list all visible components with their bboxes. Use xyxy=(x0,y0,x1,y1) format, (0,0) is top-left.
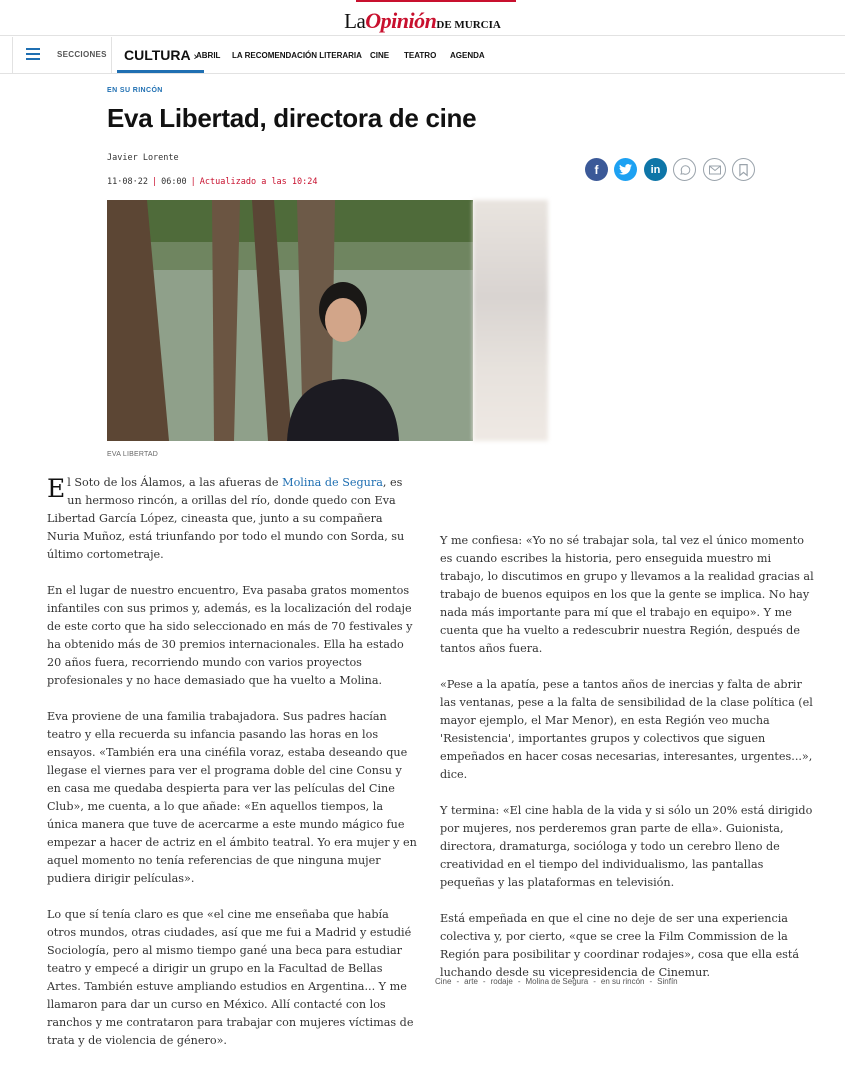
tag-separator: - xyxy=(482,977,486,986)
tag-separator: - xyxy=(649,977,653,986)
article-dateline xyxy=(107,177,318,187)
article-author[interactable]: Javier Lorente xyxy=(107,153,179,163)
linkedin-icon[interactable]: in xyxy=(644,158,667,181)
whatsapp-icon[interactable] xyxy=(673,158,696,181)
site-header xyxy=(0,0,845,36)
paragraph: En el lugar de nuestro encuentro, Eva pasaba gratos momentos infantiles con sus primos y, además, es la localización del rodaje de este corto que ha sido seleccionado en más de 70 festivales y ha obtenido más de 30 premios internacionales. Ella ha estado 20 años fuera, recorriendo mundo con varios proyectos profesionales y no hace demasiado que ha vuelto a Molina. xyxy=(47,584,413,687)
paragraph: Lo que sí tenía claro es que «el cine me enseñaba que había otros mundos, otras ciudades, así que me fui a Madrid y estudié Sociología, pero al mismo tiempo gané una beca para estudiar teatro y empecé a dirigir un grupo en la Facultad de Bellas Artes. También estuve ampliando estudios en Argentina... Y me llamaron para dar un curso en México. Allí contacté con los ranchos y me contrataron para trabajar con mujeres víctimas de trata y de violencia de género». xyxy=(47,908,414,1047)
article-kicker[interactable]: EN SU RINCÓN xyxy=(107,87,163,94)
molina-de-segura-link[interactable]: Molina de Segura xyxy=(282,476,383,489)
hamburger-icon[interactable] xyxy=(26,48,40,60)
logo-opinion: Opinión xyxy=(365,8,437,33)
paragraph-text: l Soto de los Álamos, a las afueras de xyxy=(67,476,283,489)
tag-link[interactable]: arte xyxy=(464,977,478,986)
paragraph: Y termina: «El cine habla de la vida y si sólo un 20% está dirigido por mujeres, nos perderemos gran parte de ella». Guionista, directora, dramaturga, socióloga y todo un cerebro lleno de creatividad en el tiempo del individualismo, las pantallas pequeñas y las plataformas en televisión. xyxy=(440,804,813,889)
article-tags xyxy=(435,977,678,986)
tag-link[interactable]: Molina de Segura xyxy=(525,977,589,986)
drop-cap: E xyxy=(47,474,66,503)
nav-link-agenda[interactable]: AGENDA xyxy=(450,51,485,60)
nav-link-recomendacion-literaria[interactable]: LA RECOMENDACIÓN LITERARIA xyxy=(232,51,362,60)
chevron-right-icon: › xyxy=(193,51,198,63)
tag-link[interactable]: en su rincón xyxy=(600,977,645,986)
paragraph: Y me confiesa: «Yo no sé trabajar sola, tal vez el único momento es cuando escribes la historia, pero enseguida muestro mi trabajo, lo discutimos en grupo y llevamos a la realidad gracias al trabajo de buenos equipos en los que la gente se implica. No hay nada más importante para mí que el trabajo en equipo». Y me cuenta que ha vuelto a redescubrir nuestra Región, después de tantos años fuera. xyxy=(440,534,814,655)
paragraph: Eva proviene de una familia trabajadora. Sus padres hacían teatro y ella recuerda su infancia pasando las horas en los ensayos. «También era una cinéfila voraz, estaba deseando que llegase el viernes para ver el programa doble del cine Consu y en casa me quedaba despierta para ver las películas del Cine Club», me cuenta, a lo que añade: «En aquellos tiempos, la única manera que tuve de acercarme a este mundo mágico fue empezar a hacer de actriz en el ámbito teatral. Yo era mujer y en aquel momento no tenía referencias de que ninguna mujer pudiera dirigir películas». xyxy=(47,710,417,885)
tag-link[interactable]: Sinfín xyxy=(657,977,678,986)
nav-link-abril[interactable]: ABRIL xyxy=(196,51,221,60)
updated-time: Actualizado a las 10:24 xyxy=(199,177,318,187)
current-section-tab[interactable] xyxy=(117,37,204,73)
paragraph: Está empeñada en que el cine no deje de ser una experiencia colectiva y, por cierto, «que se cree la Film Commission de la Región para posibilitar y coordinar rodajes», cosa que ella está luchando desde su vicepresidencia de Cinemur. xyxy=(440,912,800,979)
section-nav xyxy=(0,37,845,74)
secciones-label[interactable]: SECCIONES xyxy=(57,50,107,59)
tag-separator: - xyxy=(456,977,460,986)
article-body-left xyxy=(47,474,417,1068)
publish-date: 11·08·22 xyxy=(107,177,148,187)
logo-murcia: DE MURCIA xyxy=(436,19,501,31)
twitter-icon[interactable] xyxy=(614,158,637,181)
date-separator: | xyxy=(151,177,158,187)
paragraph xyxy=(47,474,417,564)
nav-link-cine[interactable]: CINE xyxy=(370,51,390,60)
publish-time: 06:00 xyxy=(161,177,187,187)
tag-separator: - xyxy=(593,977,596,986)
bookmark-icon[interactable] xyxy=(732,158,755,181)
date-separator: | xyxy=(190,177,196,187)
header-accent-line xyxy=(356,0,516,2)
tag-link[interactable]: Cine xyxy=(435,977,452,986)
logo-la: La xyxy=(344,9,366,33)
article-body-right xyxy=(440,532,815,1000)
section-label: CULTURA xyxy=(124,47,191,63)
photo-caption: EVA LIBERTAD xyxy=(107,451,159,458)
site-logo[interactable] xyxy=(0,8,845,34)
article-title: Eva Libertad, directora de cine xyxy=(107,103,477,133)
nav-link-teatro[interactable]: TEATRO xyxy=(404,51,437,60)
facebook-icon[interactable]: f xyxy=(585,158,608,181)
photo-blurred-edge xyxy=(473,200,548,441)
paragraph-text: , es un hermoso rincón, a orillas del río, donde quedo con Eva Libertad García López, cineasta que, junto a su compañera Nuria Muñoz, está triunfando por todo el mundo con Sorda, su último cortometraje. xyxy=(47,476,405,561)
paragraph: «Pese a la apatía, pese a tantos años de inercias y falta de abrir las ventanas, pese a la falta de sensibilidad de la clase política (el mayor ejemplo, el Mar Menor), en esta Región veo mucha 'Resistencia', importantes grupos y colectivos que siguen empeñados en hacer cosas necesarias, interesantes, urgentes...», dice. xyxy=(440,678,813,781)
article-photo[interactable] xyxy=(107,200,473,441)
tag-separator: - xyxy=(517,977,521,986)
menu-toggle[interactable] xyxy=(12,37,112,73)
mail-icon[interactable] xyxy=(703,158,726,181)
tag-link[interactable]: rodaje xyxy=(490,977,513,986)
